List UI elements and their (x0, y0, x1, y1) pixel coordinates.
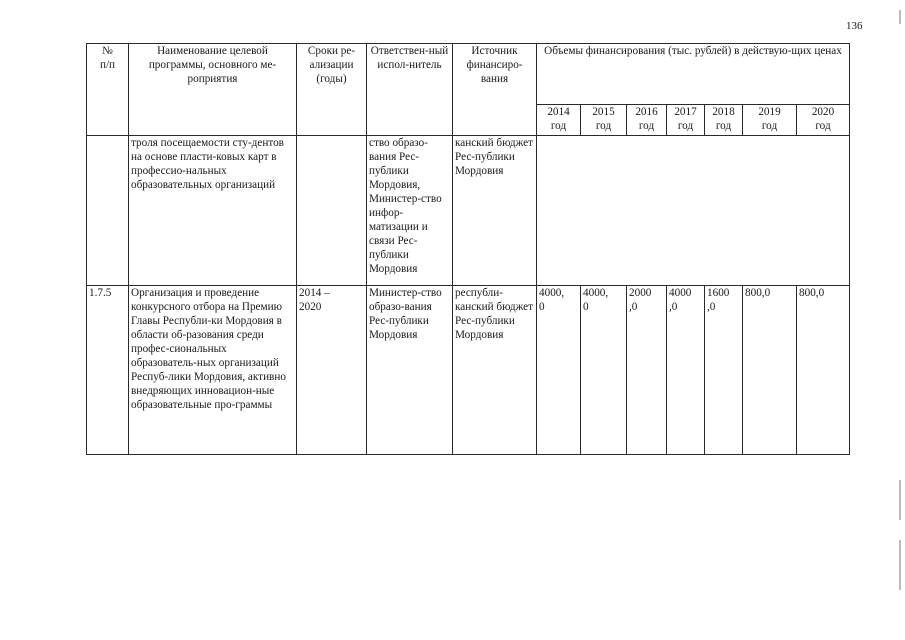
scan-artifact (899, 480, 901, 520)
cell-source: канский бюджет Рес-публики Мордовия (453, 136, 537, 286)
cell-value-2019: 800,0 (743, 286, 797, 455)
scan-artifact (899, 540, 901, 590)
year-header: 2019 год (743, 105, 797, 136)
year-header: 2016 год (627, 105, 667, 136)
cell-name: троля посещаемости сту-дентов на основе пласти-ковых карт в профессио-нальных образовательных организаций (129, 136, 297, 286)
page-number: 136 (846, 20, 863, 32)
cell-terms: 2014 – 2020 (297, 286, 367, 455)
header-terms: Сроки ре-ализации (годы) (297, 44, 367, 136)
funding-table (86, 43, 850, 455)
cell-num: 1.7.5 (87, 286, 129, 455)
year-header: 2018 год (705, 105, 743, 136)
cell-value-2014: 4000, 0 (537, 286, 581, 455)
year-header: 2020 год (797, 105, 850, 136)
cell-source: республи-канский бюджет Рес-публики Мордовия (453, 286, 537, 455)
cell-responsible: ство образо-вания Рес-публики Мордовия, Министер-ство инфор-матизации и связи Рес-публики Мордовия (367, 136, 453, 286)
cell-values-empty (537, 136, 850, 286)
cell-responsible: Министер-ство образо-вания Рес-публики Мордовия (367, 286, 453, 455)
cell-terms (297, 136, 367, 286)
header-num: № п/п (87, 44, 129, 136)
year-header: 2015 год (581, 105, 627, 136)
cell-value-2016: 2000 ,0 (627, 286, 667, 455)
table-row (87, 136, 850, 286)
header-responsible: Ответствен-ный испол-нитель (367, 44, 453, 136)
header-source: Источник финансиро-вания (453, 44, 537, 136)
table-row (87, 286, 850, 455)
year-header: 2017 год (667, 105, 705, 136)
scan-artifact (899, 10, 901, 24)
cell-num (87, 136, 129, 286)
cell-value-2017: 4000 ,0 (667, 286, 705, 455)
cell-value-2015: 4000, 0 (581, 286, 627, 455)
header-funding: Объемы финансирования (тыс. рублей) в действую-щих ценах (537, 44, 850, 105)
header-row (87, 44, 850, 105)
header-name: Наименование целевой программы, основного ме-роприятия (129, 44, 297, 136)
cell-value-2020: 800,0 (797, 286, 850, 455)
cell-value-2018: 1600 ,0 (705, 286, 743, 455)
year-header: 2014 год (537, 105, 581, 136)
cell-name: Организация и проведение конкурсного отбора на Премию Главы Республи-ки Мордовия в области об-разования среди профес-сиональных образователь-ных организаций Респуб-лики Мордовия, активно внедряющих инновацион-ные образовательные про-граммы (129, 286, 297, 455)
